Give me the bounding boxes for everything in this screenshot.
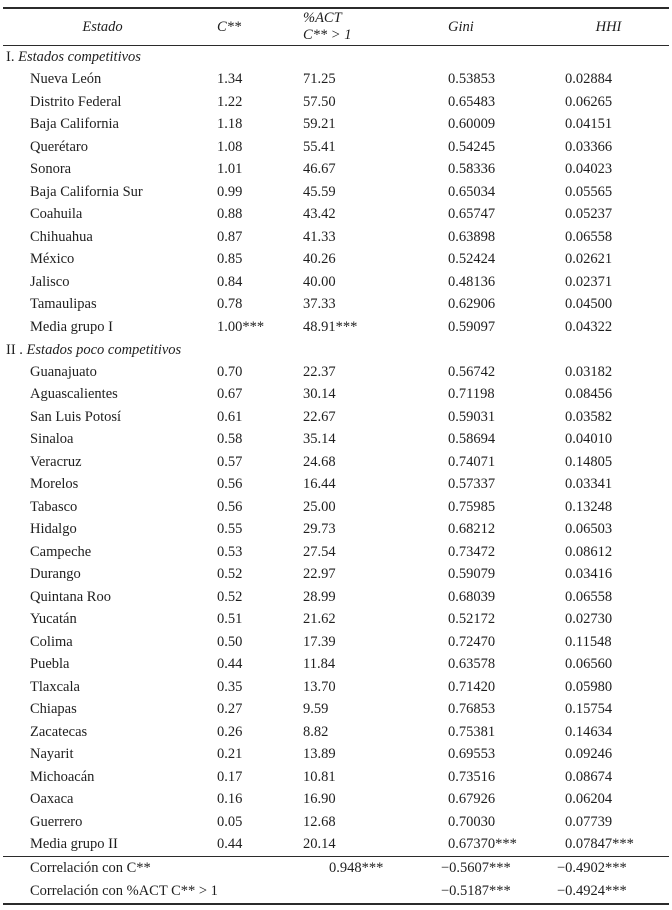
table-row [0, 699, 672, 722]
act-value: 57.50 [303, 93, 336, 110]
table-row [0, 811, 672, 834]
header-act-line2: C** > 1 [303, 27, 352, 43]
c-value: 0.35 [217, 678, 243, 695]
gini-value: 0.71420 [448, 678, 496, 695]
hhi-value: 0.06560 [565, 656, 613, 673]
table-row [0, 226, 672, 249]
hhi-value: 0.04500 [565, 296, 613, 313]
gini-value: 0.58336 [448, 161, 496, 178]
c-value: 0.56 [217, 476, 243, 493]
c-value: 0.16 [217, 791, 243, 808]
table-row [0, 204, 672, 227]
state-name: Tlaxcala [30, 678, 80, 695]
table-row [0, 406, 672, 429]
hhi-value: 0.03341 [565, 476, 613, 493]
gini-value: 0.59079 [448, 566, 496, 583]
c-value: 0.17 [217, 768, 243, 785]
c-value: 0.27 [217, 701, 243, 718]
gini-value: 0.68039 [448, 588, 496, 605]
state-name: Nueva León [30, 71, 102, 88]
gini-value: 0.52424 [448, 251, 496, 268]
gini-value: −0.5187*** [441, 883, 511, 899]
hhi-value: 0.03416 [565, 566, 613, 583]
gini-value: 0.54245 [448, 138, 496, 155]
gini-value: 0.59097 [448, 318, 496, 335]
c-value: 0.56 [217, 498, 243, 515]
table-row [0, 91, 672, 114]
table-row [0, 609, 672, 632]
hhi-value: 0.03366 [565, 138, 613, 155]
c-value: 0.61 [217, 408, 243, 425]
state-name: Tabasco [30, 498, 78, 515]
bottom-rule [3, 903, 669, 905]
state-name: Coahuila [30, 206, 83, 223]
c-value: 0.21 [217, 746, 243, 763]
hhi-value: 0.06503 [565, 521, 613, 538]
hhi-value: 0.13248 [565, 498, 613, 515]
hhi-value: 0.07847*** [565, 836, 634, 853]
correlation-label: Correlación con C** [30, 860, 151, 876]
table-row [0, 114, 672, 137]
c-value: 0.51 [217, 611, 243, 628]
state-name: Hidalgo [30, 521, 77, 538]
table-footer [0, 857, 672, 903]
act-value: 41.33 [303, 228, 336, 245]
state-name: Tamaulipas [30, 296, 97, 313]
hhi-value: 0.09246 [565, 746, 613, 763]
table-row [0, 271, 672, 294]
gini-value: 0.67370*** [448, 836, 517, 853]
state-name: Nayarit [30, 746, 74, 763]
c-value: 1.34 [217, 71, 243, 88]
state-name: Media grupo I [30, 318, 113, 335]
c-value: 0.44 [217, 656, 243, 673]
state-name: Jalisco [30, 273, 70, 290]
table-row [0, 69, 672, 92]
gini-value: 0.58694 [448, 431, 496, 448]
act-value: 45.59 [303, 183, 336, 200]
act-value: 22.97 [303, 566, 336, 583]
c-value: 0.78 [217, 296, 243, 313]
act-value: 59.21 [303, 116, 336, 133]
state-name: Yucatán [30, 611, 77, 628]
act-value: 35.14 [303, 431, 336, 448]
act-value: 24.68 [303, 453, 336, 470]
hhi-value: 0.06204 [565, 791, 613, 808]
table-row [0, 249, 672, 272]
state-name: Chiapas [30, 701, 77, 718]
table-row [0, 789, 672, 812]
hhi-value: 0.07739 [565, 813, 613, 830]
state-name: Baja California [30, 116, 119, 133]
gini-value: 0.74071 [448, 453, 496, 470]
c-value: 1.08 [217, 138, 243, 155]
section-numeral: II . [6, 341, 23, 358]
act-value: 9.59 [303, 701, 329, 718]
hhi-value: 0.15754 [565, 701, 613, 718]
gini-value: 0.65034 [448, 183, 496, 200]
table-header-row [0, 9, 672, 45]
state-name: Zacatecas [30, 723, 88, 740]
header-c: C** [217, 18, 242, 35]
gini-value: 0.65483 [448, 93, 496, 110]
table-row [0, 451, 672, 474]
state-name: Aguascalientes [30, 386, 118, 403]
c-value: 0.58 [217, 431, 243, 448]
section-title-row [0, 339, 672, 362]
c-value: 1.01 [217, 161, 243, 178]
state-name: Colima [30, 633, 73, 650]
table-row [0, 384, 672, 407]
act-value: 20.14 [303, 836, 336, 853]
hhi-value: 0.05237 [565, 206, 613, 223]
hhi-value: 0.14634 [565, 723, 613, 740]
c-value: 0.99 [217, 183, 243, 200]
state-name: Quintana Roo [30, 588, 111, 605]
c-value: 0.52 [217, 588, 243, 605]
act-value: 0.948*** [329, 860, 384, 876]
gini-value: 0.52172 [448, 611, 496, 628]
table-row [0, 361, 672, 384]
hhi-value: 0.06558 [565, 588, 613, 605]
c-value: 0.57 [217, 453, 243, 470]
hhi-value: 0.02621 [565, 251, 613, 268]
hhi-value: −0.4902*** [557, 860, 627, 876]
gini-value: 0.67926 [448, 791, 496, 808]
hhi-value: 0.05565 [565, 183, 613, 200]
table-row [0, 834, 672, 857]
state-name: Veracruz [30, 453, 82, 470]
hhi-value: 0.08612 [565, 543, 613, 560]
c-value: 0.26 [217, 723, 243, 740]
state-name: Campeche [30, 543, 92, 560]
state-name: Guerrero [30, 813, 83, 830]
gini-value: 0.75985 [448, 498, 496, 515]
state-name: Baja California Sur [30, 183, 143, 200]
section-title-row [0, 46, 672, 69]
table-row [0, 496, 672, 519]
act-value: 27.54 [303, 543, 336, 560]
state-name: México [30, 251, 75, 268]
gini-value: 0.73472 [448, 543, 496, 560]
act-value: 8.82 [303, 723, 329, 740]
state-name: Sinaloa [30, 431, 74, 448]
act-value: 21.62 [303, 611, 336, 628]
state-name: Morelos [30, 476, 79, 493]
table-row [0, 721, 672, 744]
hhi-value: 0.04023 [565, 161, 613, 178]
gini-value: 0.59031 [448, 408, 496, 425]
gini-value: 0.56742 [448, 363, 496, 380]
gini-value: 0.70030 [448, 813, 496, 830]
c-value: 0.05 [217, 813, 243, 830]
gini-value: 0.53853 [448, 71, 496, 88]
header-act-line1: %ACT [303, 10, 342, 27]
hhi-value: 0.03582 [565, 408, 613, 425]
table-body [0, 46, 672, 856]
act-value: 25.00 [303, 498, 336, 515]
gini-value: 0.69553 [448, 746, 496, 763]
c-value: 0.55 [217, 521, 243, 538]
c-value: 0.85 [217, 251, 243, 268]
table-row [0, 181, 672, 204]
gini-value: 0.63578 [448, 656, 496, 673]
hhi-value: −0.4924*** [557, 883, 627, 899]
act-value: 48.91*** [303, 318, 358, 335]
table-row [0, 676, 672, 699]
gini-value: 0.68212 [448, 521, 496, 538]
gini-value: 0.60009 [448, 116, 496, 133]
c-value: 0.50 [217, 633, 243, 650]
hhi-value: 0.14805 [565, 453, 613, 470]
table-row [0, 654, 672, 677]
gini-value: 0.65747 [448, 206, 496, 223]
table-row [0, 316, 672, 339]
c-value: 0.70 [217, 363, 243, 380]
hhi-value: 0.03182 [565, 363, 613, 380]
hhi-value: 0.04151 [565, 116, 613, 133]
table-row [0, 429, 672, 452]
act-value: 22.67 [303, 408, 336, 425]
gini-value: 0.71198 [448, 386, 495, 403]
hhi-value: 0.08674 [565, 768, 613, 785]
state-name: Oaxaca [30, 791, 74, 808]
c-value: 0.44 [217, 836, 243, 853]
section-name: Estados poco competitivos [26, 341, 182, 358]
state-name: Guanajuato [30, 363, 97, 380]
gini-value: 0.76853 [448, 701, 496, 718]
correlation-row [0, 880, 672, 903]
correlation-row [0, 857, 672, 880]
header-estado: Estado [82, 18, 123, 35]
gini-value: 0.48136 [448, 273, 496, 290]
act-value: 46.67 [303, 161, 336, 178]
state-name: Distrito Federal [30, 93, 122, 110]
table-row [0, 586, 672, 609]
act-value: 11.84 [303, 656, 336, 673]
gini-value: 0.75381 [448, 723, 496, 740]
state-name: Chihuahua [30, 228, 93, 245]
c-value: 0.53 [217, 543, 243, 560]
state-name: San Luis Potosí [30, 408, 122, 425]
section-numeral: I. [6, 49, 15, 65]
act-value: 71.25 [303, 71, 336, 88]
act-value: 10.81 [303, 768, 336, 785]
hhi-value: 0.02730 [565, 611, 613, 628]
act-value: 13.70 [303, 678, 336, 695]
c-value: 0.87 [217, 228, 243, 245]
act-value: 43.42 [303, 206, 336, 223]
hhi-value: 0.02884 [565, 71, 613, 88]
table-row [0, 744, 672, 767]
state-name: Sonora [30, 161, 72, 178]
state-name: Media grupo II [30, 836, 118, 853]
state-name: Querétaro [30, 138, 88, 155]
header-gini: Gini [448, 18, 474, 35]
act-value: 30.14 [303, 386, 336, 403]
section-name: Estados competitivos [18, 49, 141, 65]
header-hhi: HHI [595, 18, 622, 35]
gini-value: 0.72470 [448, 633, 496, 650]
act-value: 29.73 [303, 521, 336, 538]
section-title [0, 46, 672, 69]
c-value: 0.84 [217, 273, 243, 290]
act-value: 40.00 [303, 273, 336, 290]
act-value: 16.90 [303, 791, 336, 808]
table-row [0, 631, 672, 654]
c-value: 0.67 [217, 386, 243, 403]
gini-value: 0.57337 [448, 476, 496, 493]
state-name: Durango [30, 566, 81, 583]
hhi-value: 0.06265 [565, 93, 613, 110]
hhi-value: 0.02371 [565, 273, 613, 290]
c-value: 0.88 [217, 206, 243, 223]
table-row [0, 136, 672, 159]
table-row [0, 159, 672, 182]
table-row [0, 541, 672, 564]
hhi-value: 0.08456 [565, 386, 613, 403]
hhi-value: 0.05980 [565, 678, 613, 695]
c-value: 1.18 [217, 116, 243, 133]
hhi-value: 0.04010 [565, 431, 613, 448]
c-value: 1.00*** [217, 318, 265, 335]
act-value: 22.37 [303, 363, 336, 380]
table-row [0, 474, 672, 497]
state-name: Michoacán [30, 768, 95, 785]
state-name: Puebla [30, 656, 70, 673]
gini-value: −0.5607*** [441, 860, 511, 876]
c-value: 1.22 [217, 93, 243, 110]
header-act [295, 10, 415, 43]
act-value: 55.41 [303, 138, 336, 155]
table-row [0, 766, 672, 789]
hhi-value: 0.06558 [565, 228, 613, 245]
act-value: 28.99 [303, 588, 336, 605]
act-value: 37.33 [303, 296, 336, 313]
act-value: 40.26 [303, 251, 336, 268]
table-row [0, 294, 672, 317]
correlation-label: Correlación con %ACT C** > 1 [30, 883, 218, 899]
section-title [0, 339, 672, 362]
act-value: 16.44 [303, 476, 336, 493]
gini-value: 0.73516 [448, 768, 496, 785]
table-row [0, 519, 672, 542]
hhi-value: 0.11548 [565, 633, 612, 650]
table-row [0, 564, 672, 587]
act-value: 17.39 [303, 633, 336, 650]
act-value: 13.89 [303, 746, 336, 763]
act-value: 12.68 [303, 813, 336, 830]
hhi-value: 0.04322 [565, 318, 613, 335]
c-value: 0.52 [217, 566, 243, 583]
gini-value: 0.63898 [448, 228, 496, 245]
gini-value: 0.62906 [448, 296, 496, 313]
